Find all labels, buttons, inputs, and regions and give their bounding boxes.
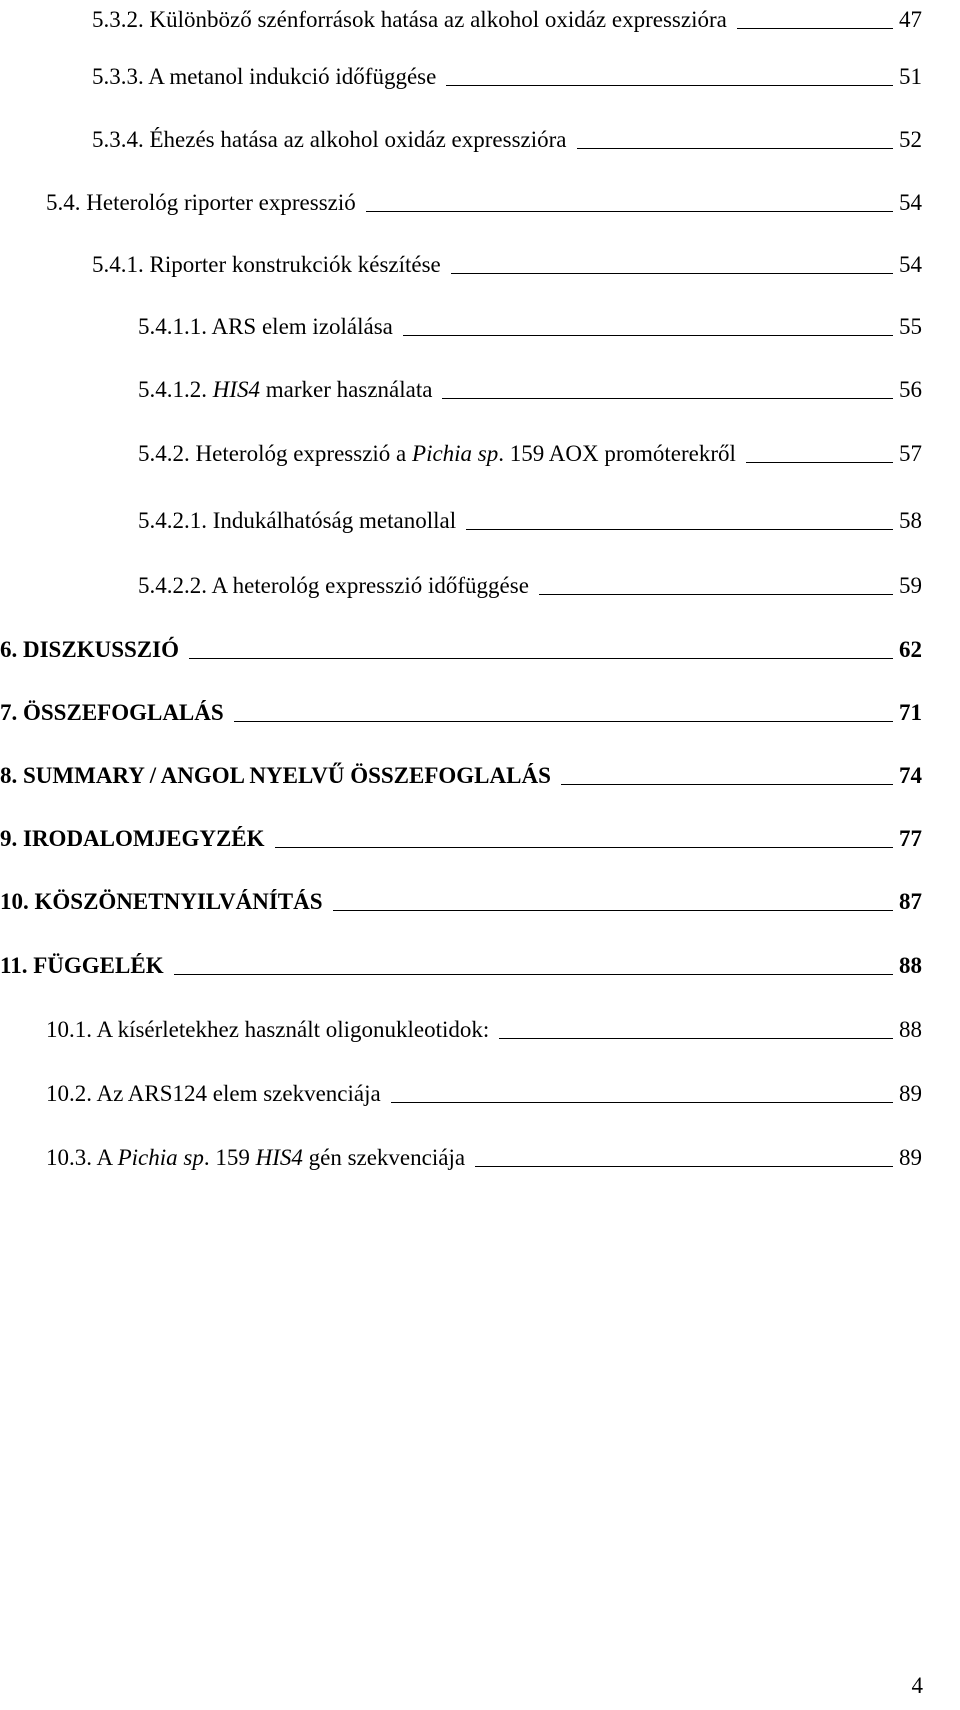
toc-leader-line	[466, 529, 893, 530]
toc-page-number: 51	[899, 64, 922, 89]
toc-leader-line	[446, 85, 893, 86]
toc-page-number: 77	[899, 826, 922, 851]
toc-entry-title: 10. KÖSZÖNETNYILVÁNÍTÁS	[0, 889, 323, 914]
toc-leader-line	[737, 28, 893, 29]
toc-page-number: 55	[899, 314, 922, 339]
toc-page-number: 47	[899, 7, 922, 32]
toc-leader-line	[234, 721, 893, 722]
toc-leader-line	[499, 1038, 893, 1039]
toc-leader-line	[451, 273, 893, 274]
toc-entry[interactable]	[138, 572, 922, 600]
toc-entry[interactable]	[46, 189, 922, 217]
toc-leader-line	[275, 847, 893, 848]
toc-entry-title: 5.3.4. Éhezés hatása az alkohol oxidáz expresszióra	[92, 127, 567, 152]
toc-page-number: 71	[899, 700, 922, 725]
toc-leader-line	[442, 398, 893, 399]
toc-entry-title: 5.4.1.1. ARS elem izolálása	[138, 314, 393, 339]
toc-entry[interactable]	[138, 507, 922, 535]
toc-page-number: 88	[899, 1017, 922, 1042]
toc-entry[interactable]	[46, 1080, 922, 1108]
toc-page-number: 58	[899, 508, 922, 533]
toc-leader-line	[539, 594, 893, 595]
toc-entry-title: 5.3.3. A metanol indukció időfüggése	[92, 64, 437, 89]
toc-page-number: 59	[899, 573, 922, 598]
toc-entry-title: 9. IRODALOMJEGYZÉK	[0, 826, 265, 851]
toc-page-number: 89	[899, 1145, 922, 1170]
toc-entry[interactable]	[138, 440, 922, 468]
toc-leader-line	[189, 658, 893, 659]
toc-leader-line	[746, 462, 893, 463]
toc-entry-title: 5.4.1.2. HIS4 marker használata	[138, 377, 433, 402]
toc-page-number: 74	[899, 763, 922, 788]
toc-entry-chapter[interactable]	[0, 825, 922, 853]
toc-leader-line	[391, 1102, 893, 1103]
toc-entry[interactable]	[138, 376, 922, 404]
toc-entry[interactable]	[46, 1016, 922, 1044]
toc-entry-chapter[interactable]	[0, 952, 922, 980]
toc-entry-title: 5.4.1. Riporter konstrukciók készítése	[92, 252, 441, 277]
toc-entry-title: 5.3.2. Különböző szénforrások hatása az alkohol oxidáz expresszióra	[92, 7, 727, 32]
toc-page-number: 62	[899, 637, 922, 662]
toc-entry[interactable]	[92, 63, 922, 91]
toc-page-number: 54	[899, 252, 922, 277]
toc-entry-chapter[interactable]	[0, 699, 922, 727]
toc-entry-title: 11. FÜGGELÉK	[0, 953, 164, 978]
toc-page-number: 87	[899, 889, 922, 914]
toc-page-number: 89	[899, 1081, 922, 1106]
toc-entry-title: 10.3. A Pichia sp. 159 HIS4 gén szekvenciája	[46, 1145, 466, 1170]
toc-leader-line	[561, 784, 893, 785]
toc-leader-line	[333, 910, 893, 911]
toc-leader-line	[577, 148, 894, 149]
toc-entry-chapter[interactable]	[0, 888, 922, 916]
toc-leader-line	[366, 211, 893, 212]
toc-entry-title: 5.4. Heterológ riporter expresszió	[46, 190, 356, 215]
toc-entry-title: 5.4.2.1. Indukálhatóság metanollal	[138, 508, 457, 533]
toc-entry-title: 5.4.2. Heterológ expresszió a Pichia sp. 159 AOX promóterekről	[138, 441, 736, 466]
toc-leader-line	[475, 1166, 893, 1167]
toc-page-number: 56	[899, 377, 922, 402]
toc-entry-title: 5.4.2.2. A heterológ expresszió időfüggése	[138, 573, 529, 598]
toc-entry-title: 6. DISZKUSSZIÓ	[0, 637, 179, 662]
toc-entry-chapter[interactable]	[0, 762, 922, 790]
toc-entry[interactable]	[46, 1144, 922, 1172]
toc-page-number: 54	[899, 190, 922, 215]
toc-entry[interactable]	[92, 126, 922, 154]
toc-entry-chapter[interactable]	[0, 636, 922, 664]
toc-page-number: 88	[899, 953, 922, 978]
toc-entry[interactable]	[92, 251, 922, 279]
page-number-footer: 4	[911, 1673, 923, 1698]
toc-entry-title: 10.2. Az ARS124 elem szekvenciája	[46, 1081, 381, 1106]
toc-leader-line	[174, 974, 893, 975]
toc-entry-title: 10.1. A kísérletekhez használt oligonukleotidok:	[46, 1017, 490, 1042]
toc-entry[interactable]	[138, 313, 922, 341]
toc-page-number: 57	[899, 441, 922, 466]
toc-page-number: 52	[899, 127, 922, 152]
toc-entry[interactable]	[92, 6, 922, 34]
toc-entry-title: 8. SUMMARY / ANGOL NYELVŰ ÖSSZEFOGLALÁS	[0, 763, 551, 788]
toc-leader-line	[403, 335, 893, 336]
toc-entry-title: 7. ÖSSZEFOGLALÁS	[0, 700, 224, 725]
